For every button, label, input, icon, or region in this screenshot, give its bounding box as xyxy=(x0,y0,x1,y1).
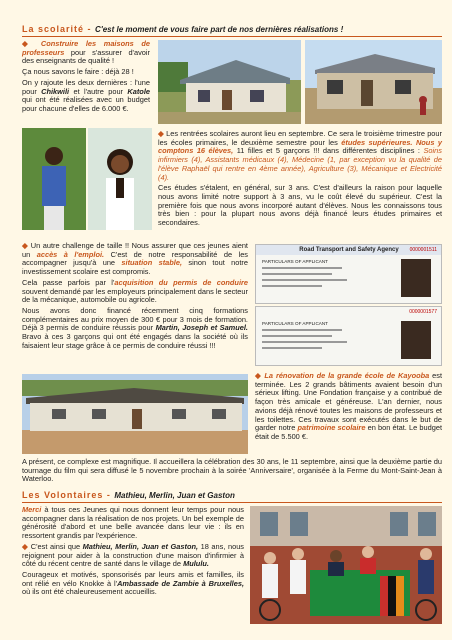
bullet-icon: ◆ xyxy=(22,39,41,48)
licence-portrait xyxy=(401,321,431,359)
school-start-text: ◆ Les rentrées scolaires auront lieu en septembre. Ce sera le troisième trimestre pour les écoles primaires, le deuxième semestre pour les études supérieures. Nous y comptons 16 élèves, 11 filles et 5 garçons !!! dans différentes disciplines : Soins infirmiers (4), Assistants médicaux (4), Médecine (1, par exception vu la qualité de l'élève Raphaël qui rentre en 4ème année), Agriculture (3), Mécanique et Electricité (4). Ces études s'étalent, en général, sur 3 ans. C'est d'ailleurs la raison pour laquelle nous avons limité notre support à 3 ans, vu le coût élevé du supérieur. C'est la première fois que nous avons incorporé autant d'élèves. Nous les connaissons tous très bien : pour la plupart nous avons déjà financé leurs études primaires et secondaires. xyxy=(158,129,442,228)
bullet-icon: ◆ xyxy=(255,371,265,380)
section-heading-volontaires: Les Volontaires - Mathieu, Merlin, Juan et Gaston xyxy=(22,490,235,500)
bullet-icon: ◆ xyxy=(158,129,167,138)
photo-volunteers-embassy xyxy=(250,506,442,624)
photo-students xyxy=(22,128,152,230)
heading-divider xyxy=(22,36,442,37)
section-heading-scolarite: La scolarité - C'est le moment de vous faire part de nos dernières réalisations ! xyxy=(22,24,344,34)
licence-number: 0000001577 xyxy=(409,309,437,315)
volunteers-text: Merci à tous ces Jeunes qui nous donnent leur temps pour nous accompagner dans la réalisation de nos projets. Un bel exemple de générosité d'abord et une belle avancée dans leur vie : ils en ressortent grandis par l'expérience. ◆ C'est ainsi que Mathieu, Merlin, Juan et Gaston, 18 ans, nous rejoignent pour aider à la construction d'une maison d'infirmier à côté du récent centre de santé dans le village de Mululu. Courageux et motivés, sponsorisés par leurs amis et familles, ils ont rélié en vélo Knokke à l'Ambassade de Zambie à Bruxelles, où ils ont été chaleureusement accueillis. xyxy=(22,505,244,597)
section-subtitle: C'est le moment de vous faire part de nos dernières réalisations ! xyxy=(95,25,344,34)
kayooba-renovation-text: ◆ La rénovation de la grande école de Kayooba est terminée. Les 2 grands bâtiments avaient besoin d'un sérieux lifting. Une Fondation française y a contribué de façon très amicale et généreuse. L'an dernier, nous avions déjà rénové toutes les maisons de professeurs et les toilettes. Ces travaux sont exécutés dans le but de garder notre patrimoine scolaire en bon état. Le budget était de 5.500 €. xyxy=(255,371,443,441)
teacher-houses-text: ◆ Construire les maisons de professeurs pour s'assurer d'avoir des enseignants de qualité ! Ça nous savons le faire : déjà 28 ! On y rajoute les deux dernières : l'une pour Chikwili et l'autre pour Katole qui ont été réalisées avec un budget pour chacune d'elles de 6.000 €. xyxy=(22,39,150,113)
licence-agency-label: Road Transport and Safety Agency xyxy=(256,245,442,255)
employment-challenge-text: ◆ Un autre challenge de taille !! Nous assurer que ces jeunes aient un accès à l'emploi. C'est de notre responsabilité de les accompagner jusqu'à une situation stable, sinon tout notre investissement scolaire est compromis. Cela passe parfois par l'acquisition du permis de conduire souvent demandé par les employeurs principalement dans le secteur de la mécanique, automobile ou agricole. Nous avons donc financé récemment cinq formations complémentaires au prix moyen de 300 € pour 3 mois de formation. Déjà 3 permis de conduire réussis pour Martin, Joseph et Samuel. Bravo à ces 3 garçons qui ont été engagés dans la société où ils faisaient leur stage grâce à ce permis de conduire réussi !!! xyxy=(22,241,248,350)
licence-text-lines xyxy=(262,329,352,359)
photo-kayooba-school xyxy=(22,374,248,454)
complex-celebration-text: A présent, ce complexe est magnifique. Il accueillera la célébration des 30 ans, le 11 septembre, ainsi que la deuxième partie du tournage du film qui sera diffusé le 5 novembre prochain à la soirée 'Anniversaire', organisée à la Ferme du Mont-Saint-Jean à Waterloo. xyxy=(22,457,442,484)
heading-divider xyxy=(22,502,442,503)
driving-licence-card-1 xyxy=(255,244,442,304)
licence-number: 0000001511 xyxy=(409,247,437,253)
licence-particulars-label: PARTICULARS OF APPLICANT xyxy=(262,321,328,326)
photo-teacher-house-katole xyxy=(305,40,442,124)
driving-licence-card-2 xyxy=(255,306,442,366)
licence-portrait xyxy=(401,259,431,297)
bullet-icon: ◆ xyxy=(22,241,31,250)
bullet-icon: ◆ xyxy=(22,541,31,551)
licence-particulars-label: PARTICULARS OF APPLICANT xyxy=(262,259,328,264)
photo-teacher-house-chikwili xyxy=(158,40,301,124)
section-subtitle: Mathieu, Merlin, Juan et Gaston xyxy=(114,491,235,500)
licence-text-lines xyxy=(262,267,352,297)
